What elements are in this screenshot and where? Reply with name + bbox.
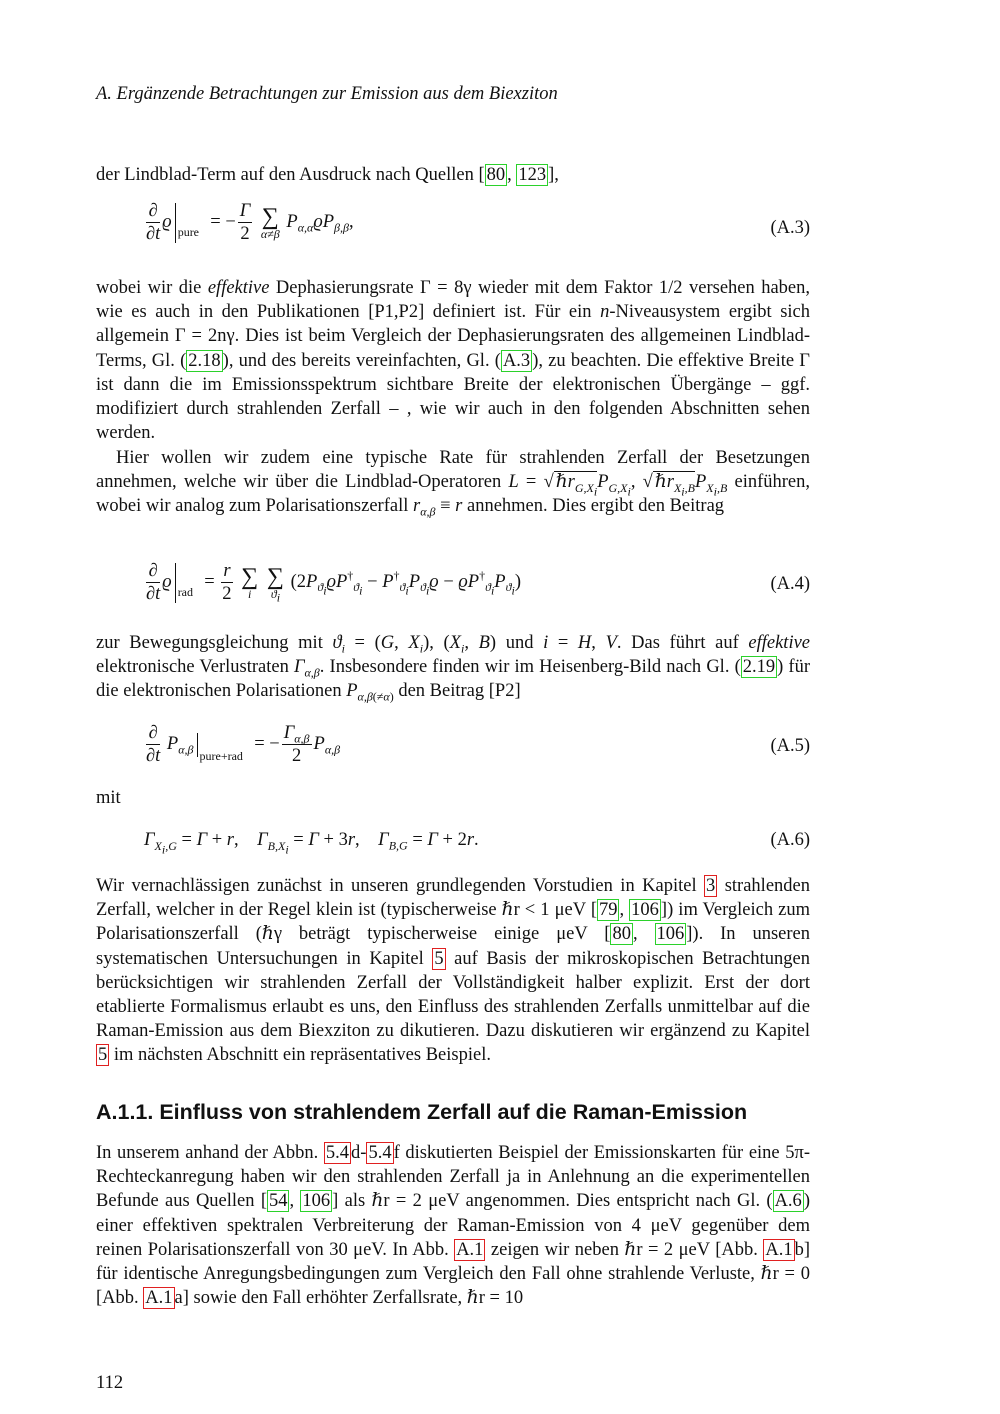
equation-ref-link[interactable]: 2.18: [188, 350, 221, 371]
page: [96, 0, 810, 1414]
equation-a6: [96, 830, 810, 856]
citation-link[interactable]: 106: [302, 1191, 331, 1212]
citation-link[interactable]: 123: [518, 165, 547, 185]
equation-a5: [96, 722, 810, 778]
equation-number: (A.6): [770, 830, 810, 850]
equation-ref-link[interactable]: A.3: [502, 350, 531, 371]
citation-link[interactable]: 54: [268, 1191, 288, 1212]
chapter-ref-link[interactable]: 5: [434, 948, 444, 969]
citation-link[interactable]: 80: [612, 924, 631, 945]
citation-link[interactable]: 106: [656, 924, 685, 945]
citation-link[interactable]: 106: [631, 900, 659, 921]
paragraph-radiative: Hier wollen wir zudem eine typische Rate für strahlenden Zerfall der Besetzungen annehmen, welche wir über die Lindblad-Operatoren L = √ $\hbar r_{G,X_i}P_{G,X_i}$, √ $\hbar r_{X_i,B}P_{X_i,B}$ einführen, wobei wir analog zum Polarisationszerfall $r_{\alpha,\beta} \equiv r$ annehmen. Dies ergibt den Beitrag: [96, 448, 811, 520]
equation-body: $\frac{\partial}{\partial t}$ $ϱ_{rad}$ = $\frac{r}{2}$ ∑ i ∑ $ϑ_i$ $(2P_{ϑ_i}ϱP^\dagger_{ϑ_i} - P^\dagger_{ϑ_i}P_{ϑ_i}ϱ - ϱP^\dagger_{ϑ_i}P_{ϑ_i})$: [146, 561, 522, 604]
equation-body: $\frac{\partial}{\partial t}$ $P_{\alpha,\beta}$ $_{pure+rad}$ = − $\frac{\Gamma_{\alpha,\beta}}{2}$ $P_{\alpha,\beta}$: [146, 723, 341, 766]
text-mit: mit: [96, 788, 121, 808]
figure-ref-link[interactable]: A.1: [456, 1239, 484, 1260]
chapter-ref-link[interactable]: 3: [706, 876, 716, 896]
equation-ref-link[interactable]: A.6: [774, 1191, 802, 1212]
subscript-label: pure+rad: [199, 749, 243, 764]
citation-link[interactable]: 79: [598, 900, 618, 921]
citation-link[interactable]: 80: [486, 165, 506, 185]
equation-number: (A.4): [770, 574, 810, 594]
chapter-ref-link[interactable]: 5: [98, 1045, 108, 1066]
equation-number: (A.5): [770, 736, 810, 756]
paragraph-neglect-decay: Wir vernachlässigen zunächst in unseren grundlegenden Vorstudien in Kapitel 3 strahlenden Zerfall, welcher in der Regel klein ist (typischerweise ℏr < 1 μeV [ 79 , 106 ]) im Vergleich zum Polarisationszerfall (ℏγ beträgt typischerweise einige μeV [ 80 , 106 ]). In unseren systematischen Untersuchungen in Kapitel 5 auf Basis der mikroskopischen Betrachtungen berücksichtigen wir strahlenden Zerfall der Vollständigkeit halber explizit. Erst der dort etablierte Formalismus erlaubt es uns, den Einfluss des strahlenden Zerfalls unmittelbar auf die Raman-Emission aus dem Biexziton zu dikutieren. Dazu diskutieren wir ergänzend zu Kapitel 5 im nächsten Abschnitt ein repräsentatives Beispiel.: [96, 876, 811, 1066]
figure-ref-link[interactable]: 5.4: [368, 1143, 392, 1163]
equation-ref-link[interactable]: 2.19: [742, 657, 776, 678]
paragraph-intro: der Lindblad-Term auf den Ausdruck nach Quellen [ 80 , 123 ],: [96, 165, 559, 185]
text: der Lindblad-Term auf den Ausdruck nach Quellen [: [96, 165, 485, 185]
equation-body: $\frac{\partial}{\partial t}$ $ϱ_{pure}$ = − $\frac{\Gamma}{2}$ ∑ α≠β $P_{\alpha,\alpha}ϱP_{\beta,\beta}$,: [146, 201, 354, 244]
equation-number: (A.3): [770, 218, 810, 238]
subscript-label: pure: [177, 225, 200, 240]
page-number: 112: [96, 1373, 124, 1393]
running-head: A. Ergänzende Betrachtungen zur Emission aus dem Biexziton: [96, 84, 558, 104]
paragraph-equation-of-motion: zur Bewegungsgleichung mit $ϑ_i = (G$, $X_i$), ($X_i$, B) und i = H, V. Das führt auf effektive elektronische Verlustraten $\Gamma_{\alpha,\beta}$. Insbesondere finden wir im Heisenberg-Bild nach Gl. ( 2.19 ) für die elektronischen Polarisationen $P_{\alpha,\beta(\ne\alpha)}$ den Beitrag [P2]: [96, 633, 811, 705]
figure-ref-link[interactable]: A.1: [145, 1288, 173, 1309]
figure-ref-link[interactable]: A.1: [765, 1239, 793, 1260]
paragraph-example: In unserem anhand der Abbn. 5.4 d- 5.4 f diskutierten Beispiel der Emissionskarten für eine 5π-Rechteckanregung haben wir den strahlenden Zerfall ja in Anlehnung an die experimentellen Befunde aus Quellen [ 54 , 106 ] als ℏr = 2 μeV angenommen. Dies entspricht nach Gl. ( A.6 ) einer effektiven spektralen Verbreiterung der Raman-Emission von 4 μeV gegenüber dem reinen Polarisationszerfall von 30 μeV. In Abb. A.1 zeigen wir neben ℏr = 2 μeV [Abb. A.1 b] für identische Anregungsbedingungen zum Vergleich den Fall ohne strahlende Verluste, ℏr = 0 [Abb. A.1 a] sowie den Fall erhöhter Zerfallsrate, ℏr = 10: [96, 1143, 811, 1309]
equation-a4: [96, 560, 810, 620]
figure-ref-link[interactable]: 5.4: [325, 1143, 350, 1163]
subscript-label: rad: [177, 585, 194, 600]
equation-body: $\Gamma_{X_i,G} = \Gamma + r$, $\Gamma_{B,X_i} = \Gamma + 3r$, $\Gamma_{B,G} = \Gamma + 2r$.: [144, 830, 479, 857]
equation-a3: [96, 200, 810, 260]
section-heading: A.1.1. Einfluss von strahlendem Zerfall auf die Raman-Emission: [96, 1100, 748, 1124]
paragraph-dephasing: wobei wir die effektive Dephasierungsrate Γ = 8γ wieder mit dem Faktor 1/2 versehen haben, wie es auch in den Publikationen [P1,P2] definiert ist. Für ein n-Niveausystem ergibt sich allgemein Γ = 2nγ. Dies ist beim Vergleich der Dephasierungsraten des allgemeinen Lindblad-Terms, Gl. ( 2.18 ), und des bereits vereinfachten, Gl. ( A.3 ), zu beachten. Die effektive Breite Γ ist dann die im Emissionsspektrum sichtbare Breite der elektronischen Übergänge – ggf. modifiziert durch strahlenden Zerfall – , wie wir auch in den folgenden Abschnitten sehen werden.: [96, 278, 811, 444]
